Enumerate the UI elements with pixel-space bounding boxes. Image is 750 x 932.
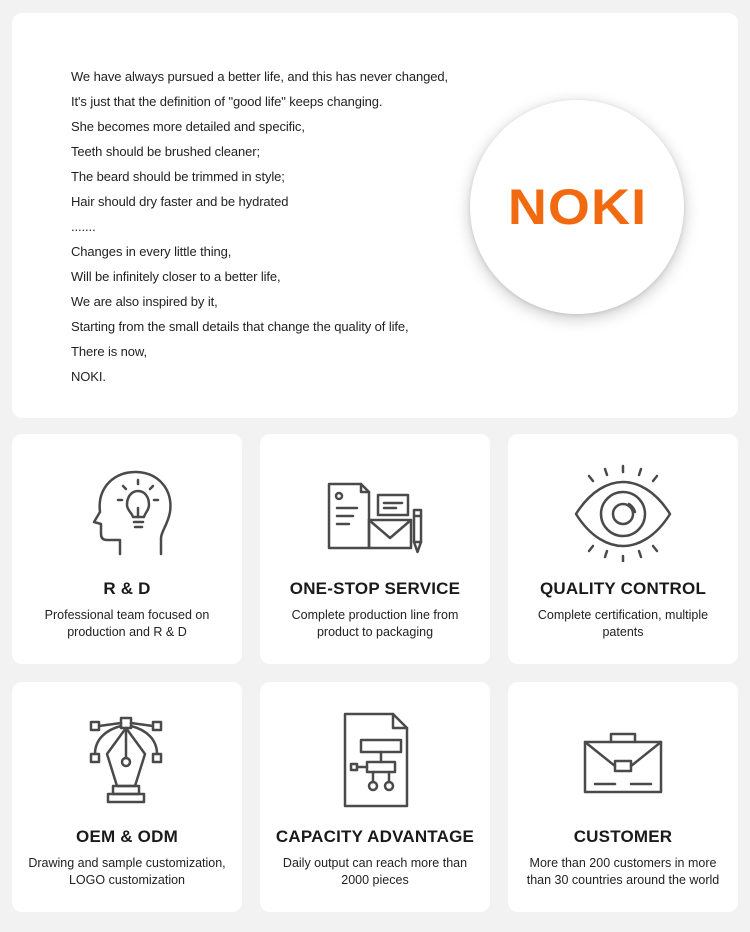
story-line: She becomes more detailed and specific,	[71, 119, 305, 134]
feature-description: Drawing and sample customization, LOGO customization	[28, 856, 226, 887]
noki-logo-badge	[470, 100, 684, 314]
head-lightbulb-icon	[77, 462, 177, 562]
feature-card-rd	[12, 434, 242, 664]
feature-title: QUALITY CONTROL	[539, 579, 707, 598]
story-line: We are also inspired by it,	[71, 294, 218, 309]
feature-title: CAPACITY ADVANTAGE	[275, 827, 475, 846]
noki-logo: NOKI	[507, 179, 647, 235]
documents-envelope-pen-icon	[325, 462, 425, 562]
feature-title: ONE-STOP SERVICE	[289, 579, 461, 598]
feature-card-capacity-advantage	[260, 682, 490, 912]
feature-card-oem-odm	[12, 682, 242, 912]
brand-story-panel	[12, 13, 738, 418]
story-line: There is now,	[71, 344, 148, 359]
feature-card-one-stop-service	[260, 434, 490, 664]
feature-title: CUSTOMER	[573, 827, 673, 846]
story-line: Teeth should be brushed cleaner;	[71, 144, 261, 159]
pen-nib-bezier-icon	[77, 710, 177, 810]
story-line: NOKI.	[71, 369, 106, 384]
story-line: Hair should dry faster and be hydrated	[71, 194, 289, 209]
story-line: Will be infinitely closer to a better life,	[71, 269, 281, 284]
feature-description: Daily output can reach more than 2000 pieces	[282, 856, 468, 887]
briefcase-icon	[573, 710, 673, 810]
story-line: Changes in every little thing,	[71, 244, 232, 259]
feature-title: OEM & ODM	[76, 827, 178, 846]
eye-icon	[573, 462, 673, 562]
feature-title: R & D	[103, 579, 151, 598]
story-line: The beard should be trimmed in style;	[71, 169, 285, 184]
story-line: Starting from the small details that change the quality of life,	[71, 319, 409, 334]
document-flowchart-icon	[325, 710, 425, 810]
feature-card-quality-control	[508, 434, 738, 664]
story-line: It's just that the definition of "good life" keeps changing.	[71, 94, 383, 109]
brand-story-text	[71, 64, 448, 389]
feature-description: Professional team focused on production and R & D	[44, 608, 210, 639]
story-line: .......	[71, 219, 96, 234]
feature-description: Complete certification, multiple patents	[537, 608, 709, 639]
feature-description: More than 200 customers in more than 30 countries around the world	[526, 856, 720, 887]
feature-card-customer	[508, 682, 738, 912]
story-line: We have always pursued a better life, and this has never changed,	[71, 69, 448, 84]
feature-description: Complete production line from product to packaging	[291, 608, 459, 639]
